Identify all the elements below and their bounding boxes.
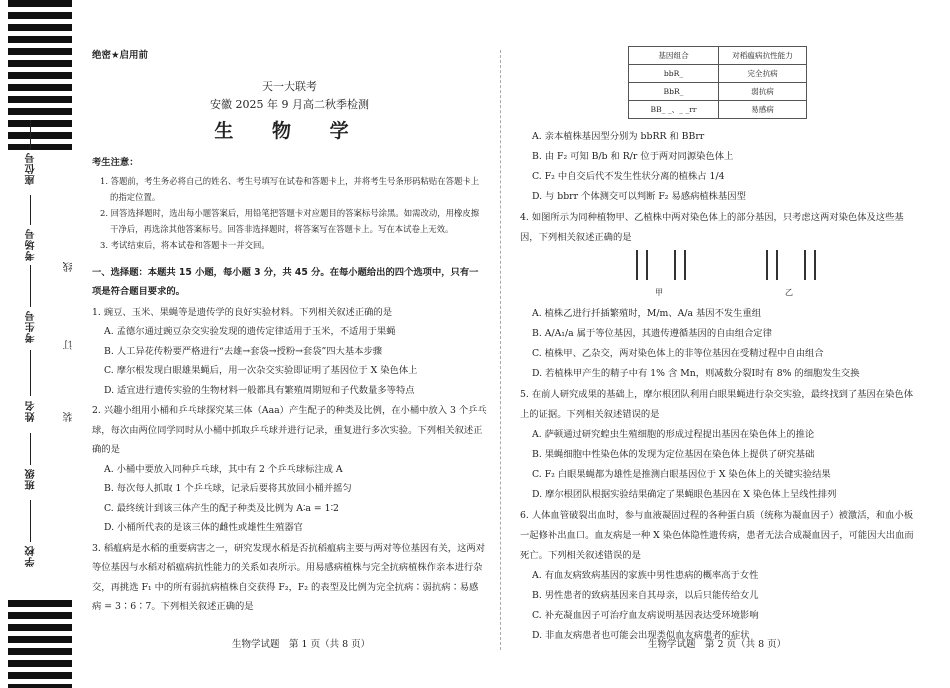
- gene-table: [628, 46, 807, 119]
- section-title: 一、选择题：本题共 15 小题，每小题 3 分，共 45 分。在每小题给出的四个选项中，只有一项是符合题目要求的。: [92, 266, 479, 297]
- question-6-option-a: A. 有血友病致病基因的家族中男性患病的概率高于女性: [532, 570, 759, 581]
- page-2: [520, 46, 915, 646]
- notice-title: 考生注意：: [92, 157, 139, 168]
- seat-line: [30, 120, 31, 150]
- figure-label-jia: 甲: [655, 288, 663, 297]
- class-line: [30, 433, 31, 465]
- exam-room-label: 考场号: [26, 228, 37, 261]
- bind-install-label: 装: [64, 412, 75, 422]
- exam-subtitle: 安徽 2025 年 9 月高二秋季检测: [210, 97, 369, 111]
- notice-item: 2. 回答选择题时，选出每小题答案后，用铅笔把答题卡对应题目的答案标号涂黑。如需改动，用橡皮擦干净后，再选涂其他答案标号。回答非选择题时，将答案写在答题卡上。写在本试卷上无效。: [100, 207, 480, 234]
- exam-no-label: 考生号: [26, 310, 37, 343]
- question-2-option-b: B. 每次每人抓取 1 个乒乓球，记录后要将其放回小桶并摇匀: [104, 483, 352, 494]
- page-1-footer: 生物学试题 第 1 页（共 8 页）: [232, 639, 371, 650]
- chromosome-bar: [804, 250, 806, 280]
- chromosome-bar: [646, 250, 648, 280]
- question-6-option-b: B. 男性患者的致病基因来自其母亲，以后只能传给女儿: [532, 590, 759, 601]
- chromosome-bar: [766, 250, 768, 280]
- question-1-option-b: B. 人工异花传粉要严格进行“去雄→套袋→授粉→套袋”四大基本步骤: [104, 345, 383, 357]
- chromosome-diagram-jia: [630, 248, 690, 298]
- page-1: [92, 46, 487, 617]
- chromosome-bar: [636, 250, 638, 280]
- table-row: [629, 101, 807, 119]
- chromosome-bar: [776, 250, 778, 280]
- bind-order-label: 订: [64, 340, 75, 350]
- question-6-stem: 6. 人体血管破裂出血时，参与血液凝固过程的各种蛋白质（统称为凝血因子）被激活，和血小板一起修补出血口。血友病是一种 X 染色体隐性遗传病，患者无法合成凝血因子，可能因大出血而死亡。下列相关叙述错误的是: [520, 510, 914, 561]
- chromosome-bar: [674, 250, 676, 280]
- question-3-stem: 3. 稻瘟病是水稻的重要病害之一，研究发现水稻是否抗稻瘟病主要与两对等位基因有关，这两对等位基因与水稻对稻瘟病抗性能力的关系如表所示。用易感病植株与完全抗病植株作亲本进行杂交，再挑选 F₁ 中的所有弱抗病植株自交获得 F₂，F₂ 的表型及比例为完全抗病∶弱抗病∶易感病 = 3∶6∶7。下列相关叙述正确的是: [92, 542, 485, 612]
- exam-name: 天一大联考: [262, 79, 317, 93]
- notice-item: 1. 答题前，考生务必将自己的姓名、考生号填写在试卷和答题卡上，并将考生号条形码粘贴在答题卡上的指定位置。: [100, 175, 480, 202]
- binding-area: [8, 150, 72, 600]
- question-5-option-c: C. F₂ 白眼果蝇都为雄性是推测白眼基因位于 X 染色体上的关键实验结果: [532, 469, 831, 480]
- question-4-option-d: D. 若植株甲产生的精子中有 1% 含 Mn，则减数分裂Ⅰ时有 8% 的细胞发生交换: [532, 368, 860, 379]
- question-5-stem: 5. 在前人研究成果的基础上，摩尔根团队利用白眼果蝇进行杂交实验，最终找到了基因在染色体上的证据。下列相关叙述错误的是: [520, 389, 913, 420]
- school-label: 学校: [26, 545, 37, 567]
- page-divider: [500, 50, 501, 650]
- table-row: [629, 83, 807, 101]
- question-5-option-a: A. 萨顿通过研究蝗虫生殖细胞的形成过程提出基因在染色体上的推论: [532, 429, 815, 440]
- question-3-option-a: A. 亲本植株基因型分别为 bbRR 和 BBrr: [532, 131, 705, 142]
- table-cell: bbR_: [629, 65, 719, 83]
- chromosome-diagram-yi: [760, 248, 820, 298]
- class-label: 班级: [26, 468, 37, 490]
- table-cell: 完全抗病: [719, 65, 807, 83]
- secret-mark: 绝密★启用前: [92, 50, 149, 61]
- table-cell: 弱抗病: [719, 83, 807, 101]
- question-4-option-c: C. 植株甲、乙杂交，两对染色体上的非等位基因在受精过程中自由组合: [532, 348, 824, 359]
- chromosome-bar: [814, 250, 816, 280]
- table-header: 对稻瘟病抗性能力: [719, 47, 807, 65]
- question-2-option-d: D. 小桶所代表的是该三体的雌性或雄性生殖器官: [104, 522, 303, 533]
- seat-label: 座位号: [26, 152, 37, 185]
- question-2-stem: 2. 兴趣小组用小桶和乒乓球探究某三体（Aaa）产生配子的种类及比例，在小桶中放入 3 个乒乓球，每次由两位同学同时从小桶中抓取乒乓球并进行记录，重复进行多次实验。下列相关叙述正确的是: [92, 405, 487, 455]
- page-2-footer: 生物学试题 第 2 页（共 8 页）: [648, 639, 787, 650]
- subject-title: 生 物 学: [214, 119, 365, 142]
- table-row: [629, 65, 807, 83]
- question-1-stem: 1. 豌豆、玉米、果蝇等是遗传学的良好实验材料。下列相关叙述正确的是: [92, 306, 393, 318]
- question-6-option-c: C. 补充凝血因子可治疗血友病说明基因表达受环境影响: [532, 610, 759, 621]
- name-label: 姓名: [26, 400, 37, 422]
- question-4-stem: 4. 如图所示为同种植物甲、乙植株中两对染色体上的部分基因，只考虑这两对染色体及这些基因，下列相关叙述正确的是: [520, 212, 904, 243]
- question-2-option-a: A. 小桶中要放入同种乒乓球，其中有 2 个乒乓球标注成 A: [104, 463, 343, 475]
- question-1-option-d: D. 适宜进行遗传实验的生物材料一般都具有繁殖周期短和子代数量多等特点: [104, 384, 415, 396]
- question-5-option-b: B. 果蝇细胞中性染色体的发现为定位基因在染色体上提供了研究基础: [532, 449, 815, 460]
- exam-room-line: [30, 195, 31, 225]
- name-line: [30, 350, 31, 396]
- school-line: [30, 500, 31, 542]
- question-1-option-c: C. 摩尔根发现白眼雄果蝇后，用一次杂交实验即证明了基因位于 X 染色体上: [104, 365, 418, 376]
- question-5-option-d: D. 摩尔根团队根据实验结果确定了果蝇眼色基因在 X 染色体上呈线性排列: [532, 489, 837, 500]
- table-cell: 易感病: [719, 101, 807, 119]
- table-cell: BB_ _、_ _rr: [629, 101, 719, 119]
- question-4-option-a: A. 植株乙进行扦插繁殖时，M/m、A/a 基因不发生重组: [532, 308, 762, 319]
- question-6-option-d: D. 非血友病患者也可能会出现类似血友病患者的症状: [532, 630, 750, 641]
- question-2-option-c: C. 最终统计到该三体产生的配子种类及比例为 A∶a = 1∶2: [104, 502, 339, 514]
- chromosome-bar: [684, 250, 686, 280]
- table-cell: BbR_: [629, 83, 719, 101]
- table-header: 基因组合: [629, 47, 719, 65]
- question-3-option-b: B. 由 F₂ 可知 B/b 和 R/r 位于两对同源染色体上: [532, 151, 734, 162]
- question-3-option-c: C. F₂ 中自交后代不发生性状分离的植株占 1/4: [532, 171, 725, 182]
- notice-item: 3. 考试结束后，将本试卷和答题卡一并交回。: [100, 239, 270, 250]
- question-4-option-b: B. A/A₁/a 属于等位基因，其遗传遵循基因的自由组合定律: [532, 328, 772, 339]
- bind-line-label: 线: [64, 262, 75, 272]
- chromosome-figure: [630, 248, 915, 304]
- question-3-option-d: D. 与 bbrr 个体测交可以判断 F₂ 易感病植株基因型: [532, 191, 746, 202]
- figure-label-yi: 乙: [785, 288, 793, 297]
- question-1-option-a: A. 孟德尔通过豌豆杂交实验发现的遗传定律适用于玉米，不适用于果蝇: [104, 326, 396, 337]
- exam-no-line: [30, 265, 31, 307]
